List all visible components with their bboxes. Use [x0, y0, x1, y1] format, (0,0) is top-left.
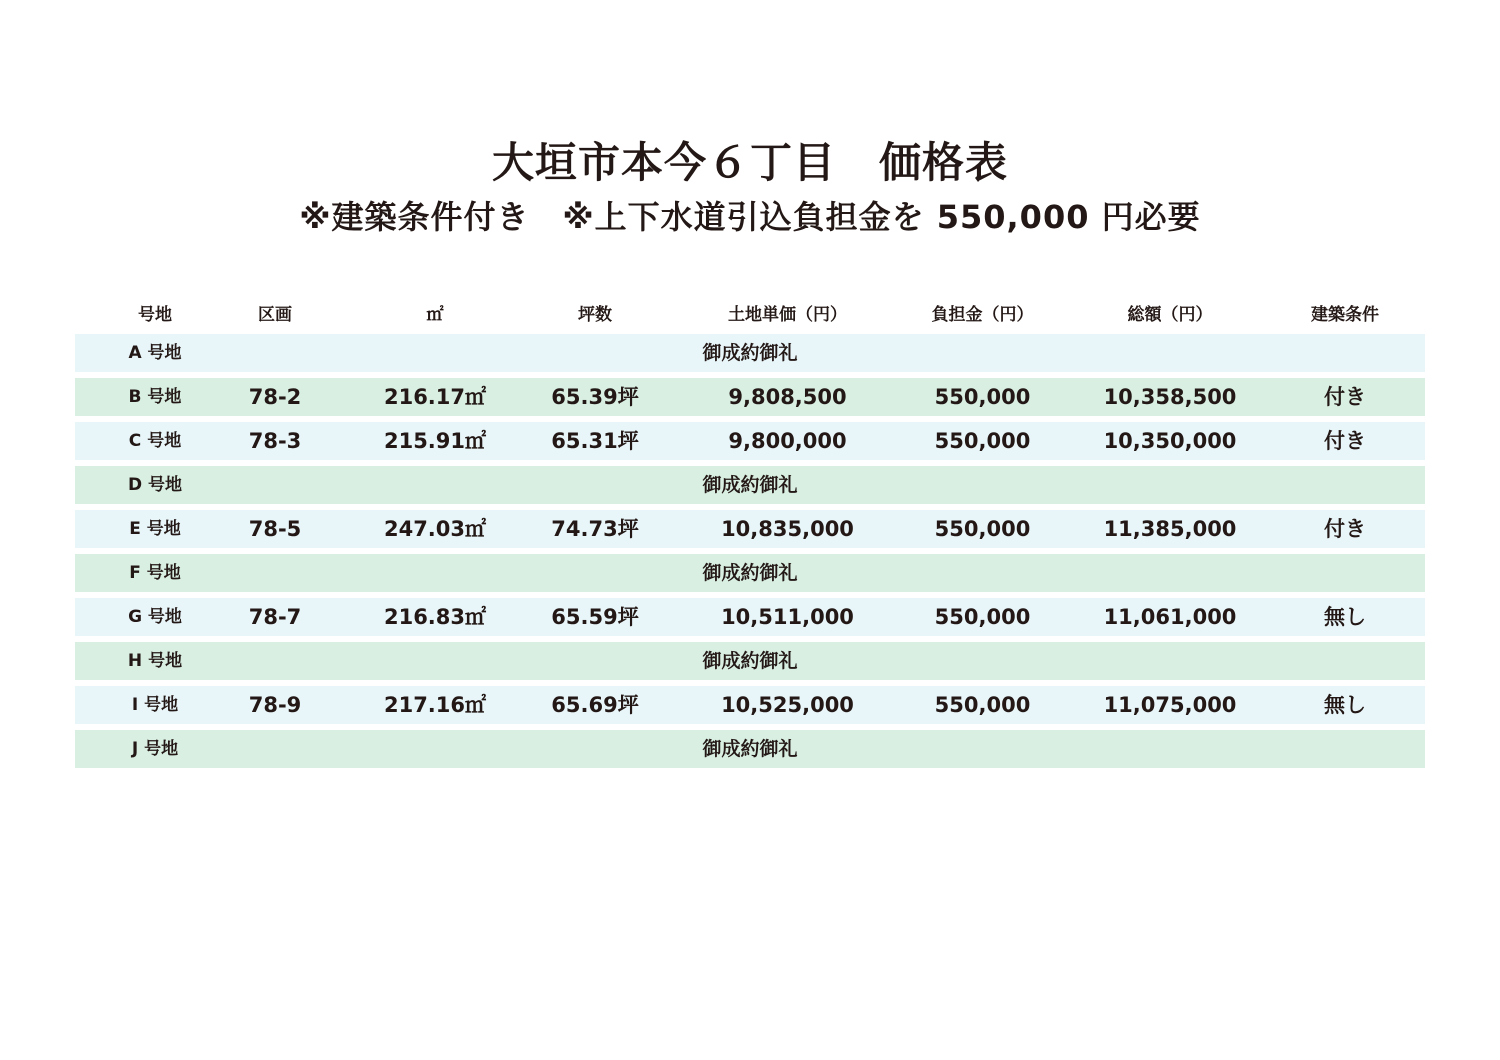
unit-price-cell: 9,808,500 [728, 385, 847, 409]
block-cell: 78-2 [248, 385, 302, 409]
total-cell: 11,385,000 [1103, 517, 1237, 541]
tsubo-cell: 65.31坪 [551, 429, 639, 453]
table-row [75, 730, 1425, 768]
status-cell: 御成約御礼 [702, 562, 798, 584]
lot-cell: C 号地 [128, 431, 182, 451]
table-header [75, 296, 1425, 334]
total-cell: 11,075,000 [1103, 693, 1237, 717]
tsubo-cell: 74.73坪 [551, 517, 639, 541]
table-row [75, 510, 1425, 548]
lot-cell: G 号地 [128, 607, 182, 627]
area-cell: 217.16㎡ [383, 693, 487, 717]
tsubo-cell: 65.59坪 [551, 605, 639, 629]
table-row [75, 378, 1425, 416]
tsubo-cell: 65.39坪 [551, 385, 639, 409]
table-row [75, 422, 1425, 460]
header-area: ㎡ [426, 305, 444, 325]
lot-cell: I 号地 [131, 695, 179, 715]
status-cell: 御成約御礼 [702, 342, 798, 364]
area-cell: 216.83㎡ [383, 605, 487, 629]
condition-cell: 付き [1324, 385, 1366, 409]
lot-cell: F 号地 [129, 563, 181, 583]
status-cell: 御成約御礼 [702, 738, 798, 760]
burden-cell: 550,000 [934, 517, 1031, 541]
unit-price-cell: 10,511,000 [721, 605, 854, 629]
header-tsubo: 坪数 [578, 305, 612, 325]
table-row [75, 642, 1425, 680]
header-lot: 号地 [138, 305, 172, 325]
status-cell: 御成約御礼 [702, 650, 798, 672]
area-cell: 247.03㎡ [383, 517, 487, 541]
table-row [75, 334, 1425, 372]
burden-cell: 550,000 [934, 605, 1031, 629]
lot-cell: A 号地 [128, 343, 182, 363]
total-cell: 10,358,500 [1103, 385, 1237, 409]
header-total: 総額（円） [1127, 305, 1213, 325]
total-cell: 11,061,000 [1103, 605, 1237, 629]
condition-cell: 付き [1324, 429, 1366, 453]
burden-cell: 550,000 [934, 429, 1031, 453]
area-cell: 215.91㎡ [383, 429, 487, 453]
lot-cell: D 号地 [127, 475, 183, 495]
table-row [75, 466, 1425, 504]
block-cell: 78-7 [248, 605, 302, 629]
page-subtitle: ※建築条件付き ※上下水道引込負担金を 550,000 円必要 [299, 198, 1201, 236]
status-cell: 御成約御礼 [702, 474, 798, 496]
unit-price-cell: 9,800,000 [728, 429, 847, 453]
condition-cell: 無し [1324, 605, 1366, 629]
header-unit-price: 土地単価（円） [728, 305, 847, 325]
page-title: 大垣市本今６丁目 価格表 [491, 138, 1008, 187]
lot-cell: E 号地 [129, 519, 181, 539]
burden-cell: 550,000 [934, 385, 1031, 409]
lot-cell: H 号地 [127, 651, 183, 671]
block-cell: 78-9 [248, 693, 302, 717]
table-row [75, 598, 1425, 636]
area-cell: 216.17㎡ [383, 385, 487, 409]
header-block: 区画 [258, 305, 292, 325]
unit-price-cell: 10,525,000 [721, 693, 854, 717]
block-cell: 78-3 [248, 429, 302, 453]
price-table [75, 296, 1425, 774]
block-cell: 78-5 [248, 517, 302, 541]
header-condition: 建築条件 [1311, 305, 1379, 325]
lot-cell: J 号地 [131, 739, 179, 759]
header-burden: 負担金（円） [931, 305, 1034, 325]
lot-cell: B 号地 [128, 387, 182, 407]
total-cell: 10,350,000 [1103, 429, 1237, 453]
table-row [75, 686, 1425, 724]
condition-cell: 無し [1324, 693, 1366, 717]
table-row [75, 554, 1425, 592]
burden-cell: 550,000 [934, 693, 1031, 717]
condition-cell: 付き [1324, 517, 1366, 541]
tsubo-cell: 65.69坪 [551, 693, 639, 717]
unit-price-cell: 10,835,000 [721, 517, 854, 541]
